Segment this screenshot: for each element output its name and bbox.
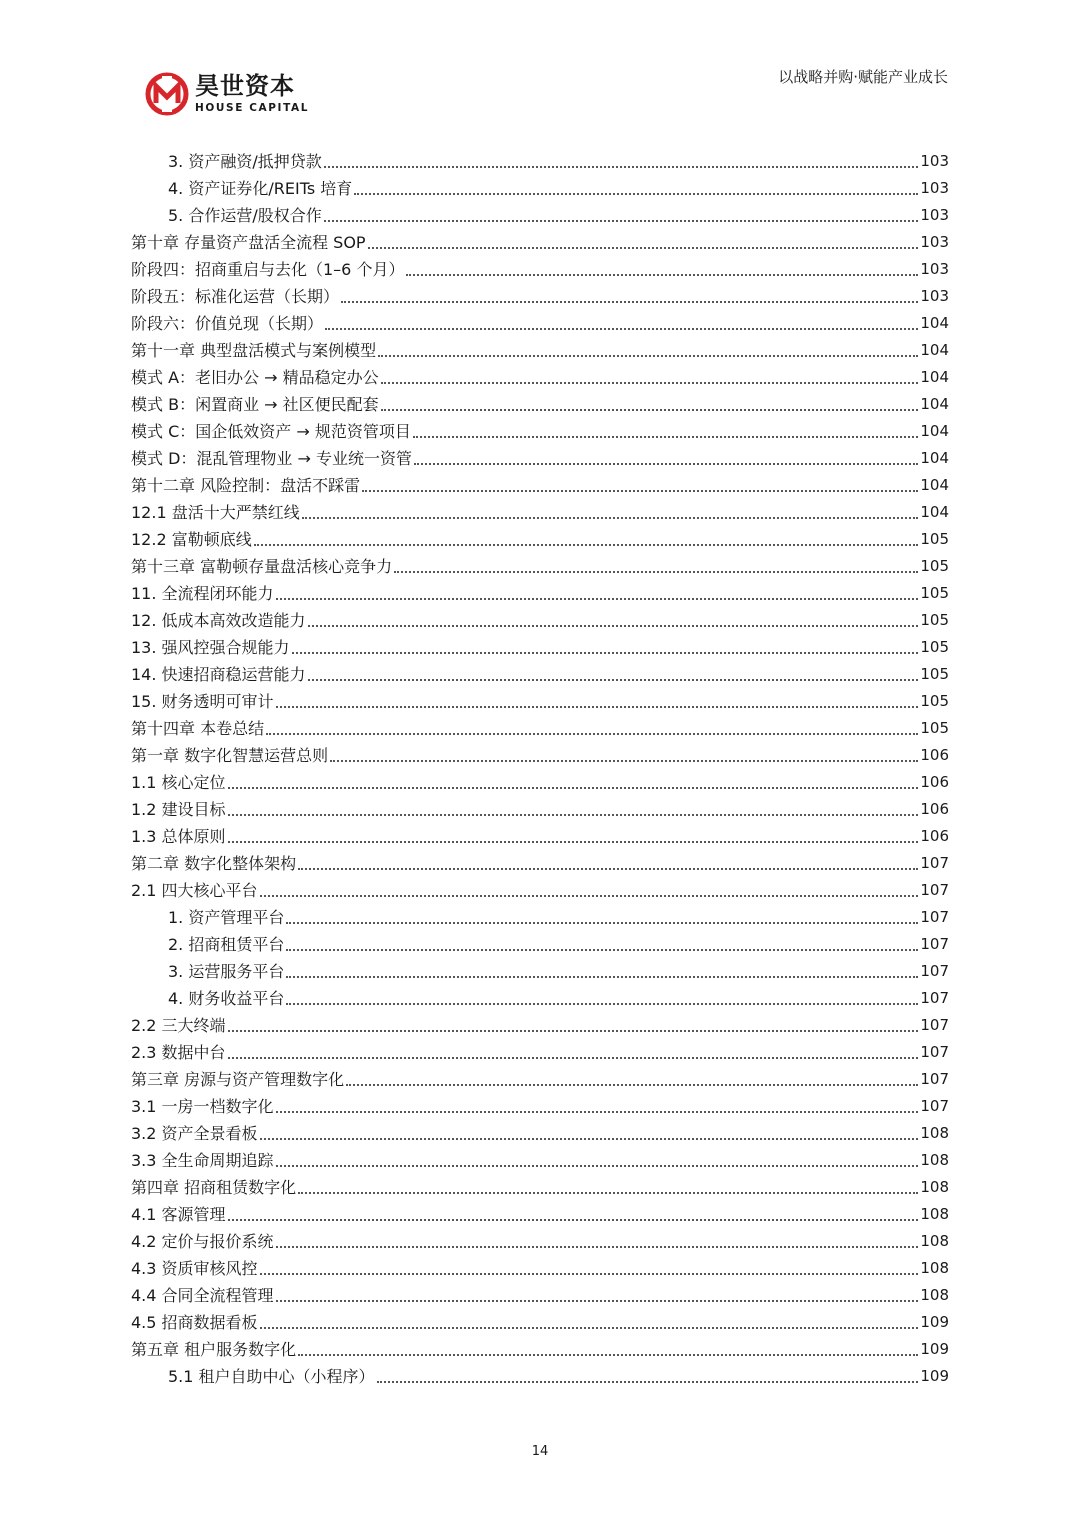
toc-entry-title: 第十二章 风险控制：盘活不踩雷: [131, 476, 361, 495]
table-of-contents: [131, 148, 949, 1390]
toc-dot-leader: [394, 553, 918, 580]
page-header: [0, 0, 1080, 135]
toc-entry[interactable]: [131, 823, 949, 850]
toc-entry-title: 第一章 数字化智慧运营总则: [131, 746, 329, 765]
toc-dot-leader: [228, 1201, 919, 1228]
toc-entry-title: 4.4 合同全流程管理: [131, 1286, 274, 1305]
toc-entry-page: 108: [920, 1286, 949, 1304]
toc-entry-page: 107: [920, 989, 949, 1007]
toc-entry[interactable]: [131, 742, 949, 769]
toc-entry-page: 108: [920, 1232, 949, 1250]
toc-dot-leader: [354, 175, 918, 202]
toc-entry-page: 103: [920, 152, 949, 170]
toc-entry[interactable]: [131, 796, 949, 823]
toc-entry-page: 109: [920, 1313, 949, 1331]
toc-entry[interactable]: [131, 1282, 949, 1309]
toc-entry[interactable]: [131, 472, 949, 499]
toc-entry[interactable]: [131, 661, 949, 688]
toc-dot-leader: [286, 904, 918, 931]
company-logo: [145, 72, 315, 120]
toc-entry[interactable]: [131, 1174, 949, 1201]
toc-entry-page: 108: [920, 1178, 949, 1196]
toc-entry-title: 12.2 富勒顿底线: [131, 530, 252, 549]
toc-entry-page: 105: [920, 530, 949, 548]
toc-dot-leader: [276, 1147, 919, 1174]
toc-entry-page: 105: [920, 584, 949, 602]
toc-entry[interactable]: [131, 1012, 949, 1039]
toc-entry-title: 第三章 房源与资产管理数字化: [131, 1070, 345, 1089]
toc-entry[interactable]: [131, 580, 949, 607]
toc-dot-leader: [377, 1363, 919, 1390]
toc-entry[interactable]: [131, 1363, 949, 1390]
toc-entry-page: 106: [920, 800, 949, 818]
toc-entry-title: 11. 全流程闭环能力: [131, 584, 274, 603]
toc-entry-page: 104: [920, 395, 949, 413]
toc-entry[interactable]: [131, 202, 949, 229]
toc-entry-title: 1.2 建设目标: [131, 800, 226, 819]
toc-dot-leader: [276, 688, 919, 715]
toc-entry-title: 模式 D：混乱管理物业 → 专业统一资管: [131, 449, 412, 468]
toc-entry-page: 105: [920, 611, 949, 629]
toc-entry-page: 104: [920, 341, 949, 359]
toc-entry-page: 107: [920, 1097, 949, 1115]
toc-entry-page: 107: [920, 962, 949, 980]
toc-dot-leader: [298, 1336, 918, 1363]
toc-dot-leader: [381, 364, 919, 391]
toc-entry-title: 1.1 核心定位: [131, 773, 226, 792]
toc-dot-leader: [406, 256, 918, 283]
toc-dot-leader: [228, 796, 919, 823]
toc-entry-page: 106: [920, 746, 949, 764]
toc-entry-title: 4.3 资质审核风控: [131, 1259, 258, 1278]
toc-dot-leader: [324, 148, 919, 175]
toc-entry-page: 107: [920, 881, 949, 899]
toc-dot-leader: [302, 499, 919, 526]
toc-entry-page: 107: [920, 1016, 949, 1034]
toc-entry[interactable]: [131, 1228, 949, 1255]
toc-entry-title: 第四章 招商租赁数字化: [131, 1178, 297, 1197]
toc-dot-leader: [286, 931, 918, 958]
toc-entry-page: 105: [920, 557, 949, 575]
toc-entry[interactable]: [131, 175, 949, 202]
toc-entry-page: 105: [920, 692, 949, 710]
toc-entry[interactable]: [131, 715, 949, 742]
toc-entry-title: 1.3 总体原则: [131, 827, 226, 846]
toc-entry[interactable]: [131, 1147, 949, 1174]
toc-entry-title: 15. 财务透明可审计: [131, 692, 274, 711]
toc-entry-title: 阶段四：招商重启与去化（1–6 个月）: [131, 260, 405, 279]
toc-dot-leader: [228, 769, 919, 796]
toc-entry-page: 103: [920, 287, 949, 305]
toc-entry-title: 2.1 四大核心平台: [131, 881, 258, 900]
toc-dot-leader: [228, 823, 919, 850]
toc-entry[interactable]: [131, 607, 949, 634]
toc-entry[interactable]: [131, 229, 949, 256]
toc-entry[interactable]: [131, 958, 949, 985]
toc-entry-title: 2.3 数据中台: [131, 1043, 226, 1062]
toc-entry[interactable]: [131, 256, 949, 283]
toc-entry-title: 第十章 存量资产盘活全流程 SOP: [131, 233, 366, 252]
toc-entry-title: 3.2 资产全景看板: [131, 1124, 258, 1143]
toc-dot-leader: [286, 958, 918, 985]
toc-entry-page: 104: [920, 476, 949, 494]
toc-entry-title: 3. 资产融资/抵押贷款: [168, 152, 322, 171]
toc-entry-page: 104: [920, 422, 949, 440]
toc-entry-page: 103: [920, 206, 949, 224]
toc-dot-leader: [324, 202, 919, 229]
toc-dot-leader: [413, 418, 919, 445]
toc-entry-title: 4.1 客源管理: [131, 1205, 226, 1224]
toc-entry-title: 12. 低成本高效改造能力: [131, 611, 306, 630]
toc-entry[interactable]: [131, 526, 949, 553]
toc-dot-leader: [292, 634, 919, 661]
toc-dot-leader: [266, 715, 918, 742]
toc-entry-title: 3. 运营服务平台: [168, 962, 285, 981]
toc-dot-leader: [378, 337, 918, 364]
toc-entry[interactable]: [131, 364, 949, 391]
toc-entry-title: 4. 资产证券化/REITs 培育: [168, 179, 353, 198]
toc-entry[interactable]: [131, 877, 949, 904]
toc-dot-leader: [298, 850, 918, 877]
toc-entry-title: 模式 B：闲置商业 → 社区便民配套: [131, 395, 379, 414]
toc-entry-title: 14. 快速招商稳运营能力: [131, 665, 306, 684]
toc-dot-leader: [276, 1228, 919, 1255]
toc-entry[interactable]: [131, 1120, 949, 1147]
toc-entry-title: 阶段五：标准化运营（长期）: [131, 287, 340, 306]
toc-entry[interactable]: [131, 337, 949, 364]
toc-entry-page: 106: [920, 827, 949, 845]
toc-entry-title: 2. 招商租赁平台: [168, 935, 285, 954]
toc-entry-page: 103: [920, 233, 949, 251]
toc-dot-leader: [346, 1066, 918, 1093]
toc-entry-title: 第五章 租户服务数字化: [131, 1340, 297, 1359]
toc-entry-title: 阶段六：价值兑现（长期）: [131, 314, 324, 333]
toc-dot-leader: [362, 472, 918, 499]
toc-entry[interactable]: [131, 1066, 949, 1093]
toc-entry-page: 105: [920, 719, 949, 737]
toc-entry-title: 13. 强风控强合规能力: [131, 638, 290, 657]
toc-entry-title: 5.1 租户自助中心（小程序）: [168, 1367, 375, 1386]
toc-entry-page: 104: [920, 503, 949, 521]
toc-dot-leader: [298, 1174, 918, 1201]
toc-dot-leader: [341, 283, 918, 310]
toc-entry-page: 106: [920, 773, 949, 791]
toc-dot-leader: [381, 391, 919, 418]
toc-entry[interactable]: [131, 769, 949, 796]
toc-entry[interactable]: [131, 310, 949, 337]
toc-entry[interactable]: [131, 391, 949, 418]
toc-dot-leader: [260, 1309, 919, 1336]
toc-entry-title: 第十一章 典型盘活模式与案例模型: [131, 341, 377, 360]
toc-entry[interactable]: [131, 904, 949, 931]
toc-entry[interactable]: [131, 985, 949, 1012]
toc-entry-page: 107: [920, 1070, 949, 1088]
toc-dot-leader: [260, 877, 919, 904]
toc-entry-page: 107: [920, 1043, 949, 1061]
toc-entry-page: 104: [920, 449, 949, 467]
toc-entry-title: 第二章 数字化整体架构: [131, 854, 297, 873]
toc-entry[interactable]: [131, 1093, 949, 1120]
toc-entry-title: 3.3 全生命周期追踪: [131, 1151, 274, 1170]
toc-entry[interactable]: [131, 148, 949, 175]
toc-entry-page: 107: [920, 854, 949, 872]
toc-entry[interactable]: [131, 553, 949, 580]
toc-entry[interactable]: [131, 445, 949, 472]
toc-entry[interactable]: [131, 1255, 949, 1282]
toc-entry-page: 105: [920, 638, 949, 656]
toc-entry[interactable]: [131, 850, 949, 877]
toc-entry-page: 108: [920, 1259, 949, 1277]
toc-dot-leader: [368, 229, 919, 256]
toc-entry-title: 4.2 定价与报价系统: [131, 1232, 274, 1251]
toc-entry-page: 108: [920, 1124, 949, 1142]
page-number: 14: [531, 1444, 549, 1459]
toc-entry[interactable]: [131, 1336, 949, 1363]
toc-entry-title: 模式 A：老旧办公 → 精品稳定办公: [131, 368, 379, 387]
toc-dot-leader: [308, 661, 919, 688]
toc-entry-page: 107: [920, 908, 949, 926]
toc-entry[interactable]: [131, 1039, 949, 1066]
toc-dot-leader: [308, 607, 919, 634]
toc-entry-page: 104: [920, 314, 949, 332]
toc-entry-page: 108: [920, 1205, 949, 1223]
toc-entry-title: 4.5 招商数据看板: [131, 1313, 258, 1332]
logo-english-name: HOUSE CAPITAL: [195, 102, 310, 114]
toc-dot-leader: [325, 310, 918, 337]
toc-entry-title: 4. 财务收益平台: [168, 989, 285, 1008]
toc-entry-page: 108: [920, 1151, 949, 1169]
toc-entry[interactable]: [131, 418, 949, 445]
toc-entry-page: 103: [920, 260, 949, 278]
toc-dot-leader: [414, 445, 918, 472]
toc-dot-leader: [228, 1012, 919, 1039]
toc-entry-page: 109: [920, 1367, 949, 1385]
toc-entry[interactable]: [131, 499, 949, 526]
toc-entry-page: 103: [920, 179, 949, 197]
toc-entry-title: 12.1 盘活十大严禁红线: [131, 503, 300, 522]
toc-entry-title: 3.1 一房一档数字化: [131, 1097, 274, 1116]
toc-entry-page: 107: [920, 935, 949, 953]
toc-entry-page: 109: [920, 1340, 949, 1358]
toc-dot-leader: [228, 1039, 919, 1066]
toc-entry[interactable]: [131, 1309, 949, 1336]
toc-entry[interactable]: [131, 688, 949, 715]
header-slogan: 以战略并购·赋能产业成长: [778, 68, 948, 86]
toc-dot-leader: [276, 1093, 919, 1120]
toc-entry-title: 第十四章 本卷总结: [131, 719, 265, 738]
toc-dot-leader: [276, 1282, 919, 1309]
toc-entry[interactable]: [131, 931, 949, 958]
toc-entry[interactable]: [131, 1201, 949, 1228]
toc-dot-leader: [276, 580, 919, 607]
toc-entry[interactable]: [131, 283, 949, 310]
toc-entry-title: 2.2 三大终端: [131, 1016, 226, 1035]
toc-dot-leader: [330, 742, 918, 769]
toc-entry-page: 104: [920, 368, 949, 386]
house-capital-logo-mark-icon: [145, 72, 189, 116]
toc-dot-leader: [254, 526, 919, 553]
logo-chinese-name: 昊世资本: [195, 72, 295, 100]
toc-dot-leader: [286, 985, 918, 1012]
toc-dot-leader: [260, 1255, 919, 1282]
toc-dot-leader: [260, 1120, 919, 1147]
toc-entry-title: 模式 C：国企低效资产 → 规范资管项目: [131, 422, 411, 441]
toc-entry-title: 5. 合作运营/股权合作: [168, 206, 322, 225]
toc-entry-page: 105: [920, 665, 949, 683]
toc-entry-title: 1. 资产管理平台: [168, 908, 285, 927]
toc-entry-title: 第十三章 富勒顿存量盘活核心竞争力: [131, 557, 393, 576]
toc-entry[interactable]: [131, 634, 949, 661]
